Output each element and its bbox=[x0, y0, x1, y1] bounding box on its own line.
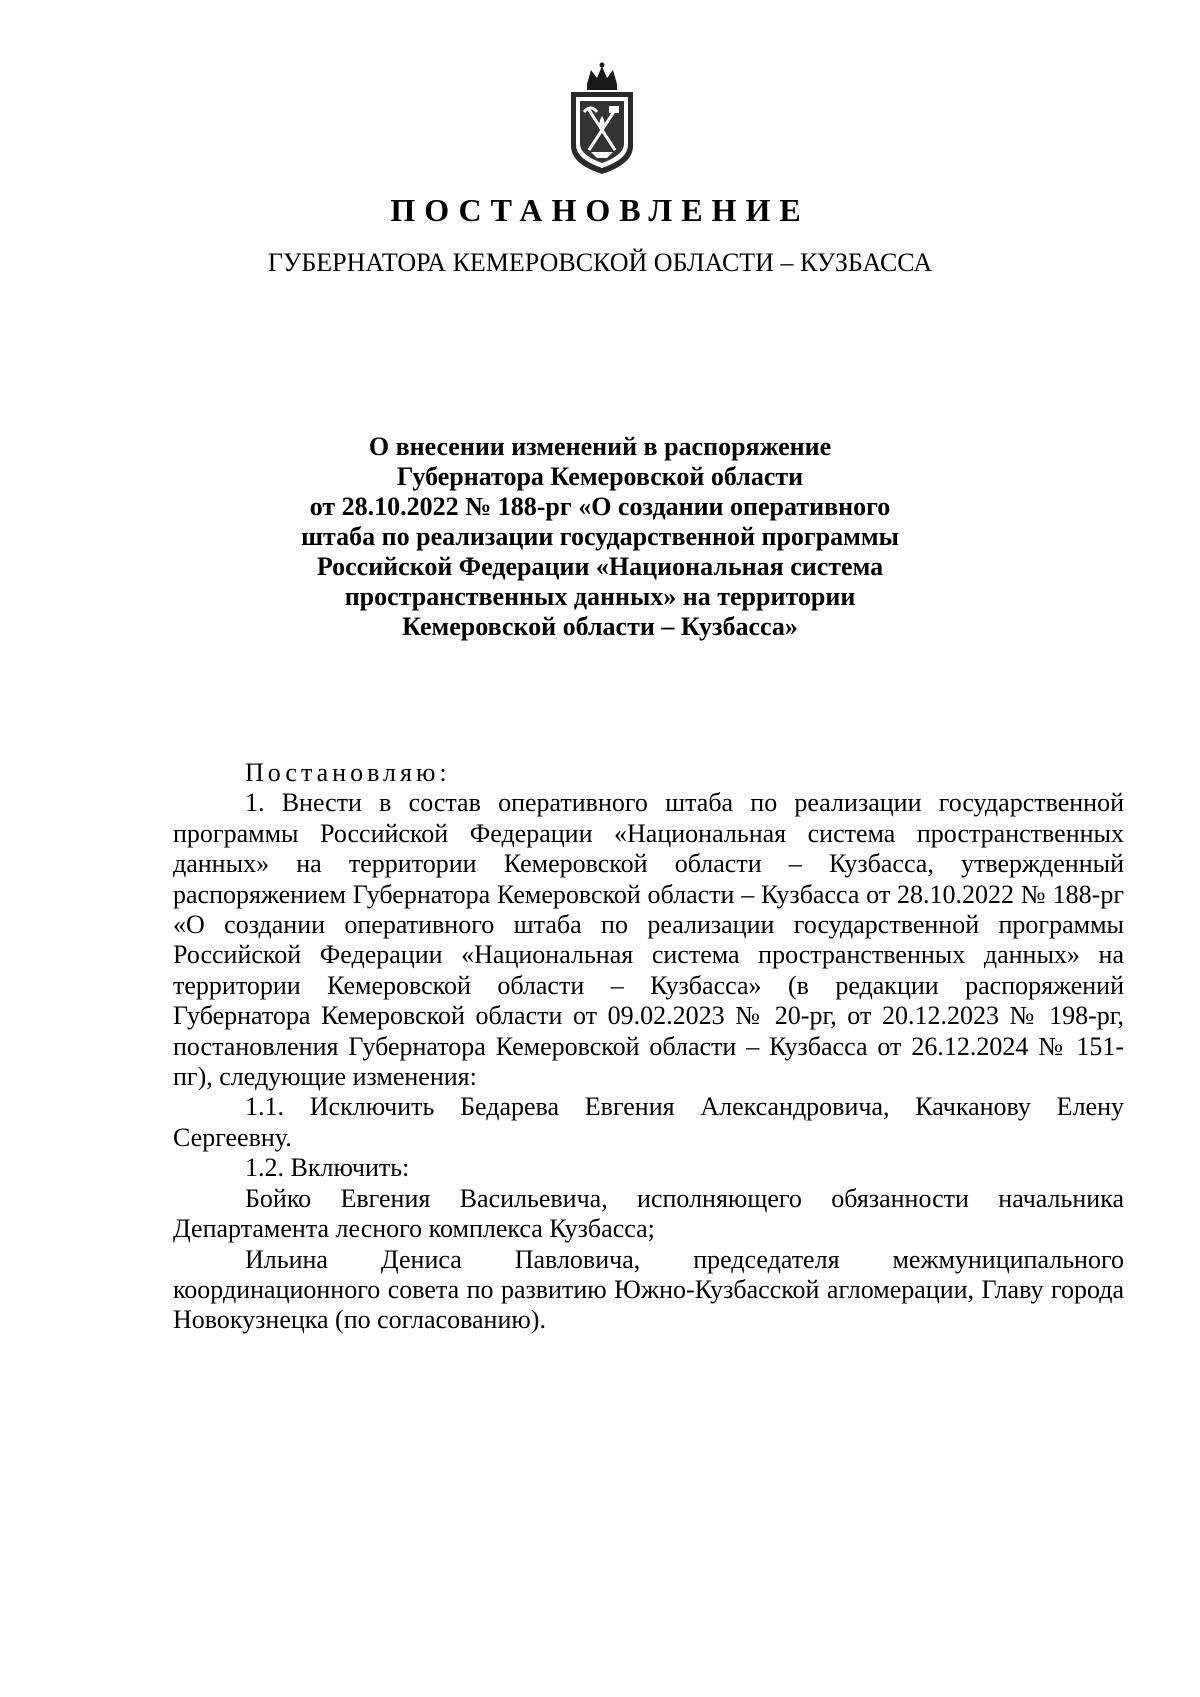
title-line: О внесении изменений в распоряжение bbox=[368, 432, 832, 461]
document-title bbox=[300, 432, 900, 642]
paragraph-1: 1. Внести в состав оперативного штаба по реализации государственной программы Российской Федерации «Национальная система пространственных данных» на территории Кемеровской области – Кузбасса, утвержденный распоряжением Губернатора Кемеровской области – Кузбасса от 28.10.2022 № 188-рг «О создании оперативного штаба по реализации государственной программы Российской Федерации «Национальная система пространственных данных» на территории Кемеровской области – Кузбасса» (в редакции распоряжений Губернатора Кемеровской области от 09.02.2023 № 20-рг, от 20.12.2023 № 198-рг, постановления Губернатора Кемеровской области – Кузбасса от 26.12.2024 № 151-пг), следующие изменения: bbox=[173, 788, 1124, 1092]
kuzbass-coat-of-arms-icon bbox=[567, 62, 637, 176]
paragraph-1-1: 1.1. Исключить Бедарева Евгения Александровича, Качканову Елену Сергеевну. bbox=[173, 1092, 1124, 1152]
document-type-heading: ПОСТАНОВЛЕНИЕ bbox=[390, 192, 810, 228]
paragraph-include-boyko: Бойко Евгения Васильевича, исполняющего обязанности начальника Департамента лесного комплекса Кузбасса; bbox=[173, 1183, 1124, 1244]
title-line: пространственных данных» на территории bbox=[344, 582, 856, 611]
issuer-heading: ГУБЕРНАТОРА КЕМЕРОВСКОЙ ОБЛАСТИ – КУЗБАССА bbox=[267, 248, 933, 277]
title-line: штаба по реализации государственной программы bbox=[301, 522, 899, 551]
paragraph-include-ilyin: Ильина Дениса Павловича, председателя межмуниципального координационного совета по развитию Южно-Кузбасской агломерации, Главу города Новокузнецка (по согласованию). bbox=[173, 1244, 1124, 1335]
decree-word: Постановляю: bbox=[245, 758, 451, 787]
title-line: Губернатора Кемеровской области bbox=[396, 462, 804, 491]
title-line: Российской Федерации «Национальная система bbox=[316, 552, 884, 581]
title-line: Кемеровской области – Кузбасса» bbox=[402, 612, 798, 641]
document-body bbox=[173, 758, 1124, 1336]
title-line: от 28.10.2022 № 188-рг «О создании оперативного bbox=[309, 492, 891, 521]
paragraph-1-2: 1.2. Включить: bbox=[245, 1153, 410, 1183]
